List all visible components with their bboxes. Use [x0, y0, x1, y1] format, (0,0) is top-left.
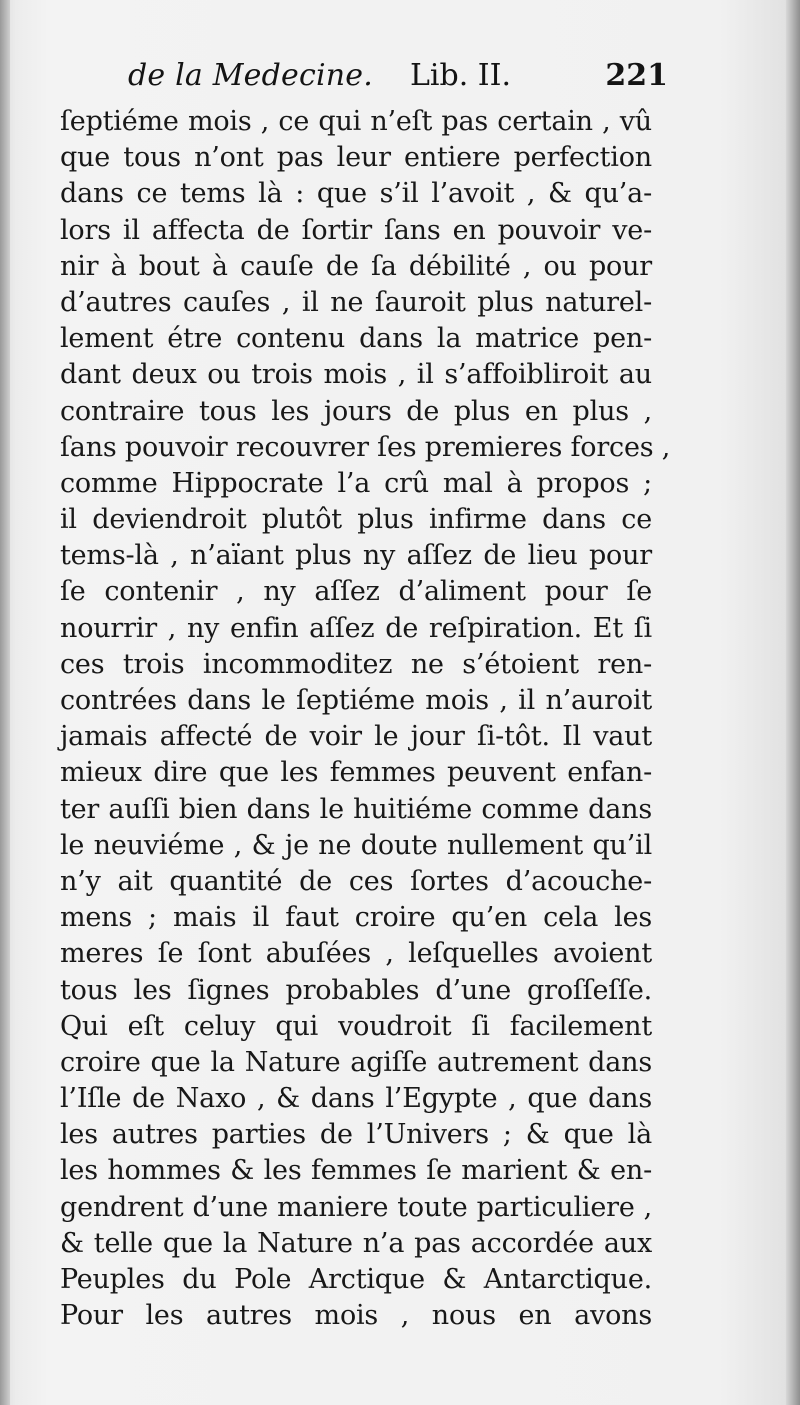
- text-line: les hommes & les femmes ſe marient & en-: [60, 1155, 652, 1187]
- text-line: tous les ſignes probables d’une groſſeſſe.: [60, 974, 652, 1006]
- text-line: il deviendroit plutôt plus infirme dans ce: [60, 504, 652, 536]
- text-line: lors il affecta de ſortir ſans en pouvoir ve-: [60, 214, 652, 246]
- text-line: mens ; mais il faut croire qu’en cela les: [60, 902, 652, 934]
- text-line: ter auſſi bien dans le huitiéme comme dans: [60, 793, 652, 825]
- text-line: n’y ait quantité de ces ſortes d’acouche-: [60, 865, 652, 897]
- text-line: jamais affecté de voir le jour ſi-tôt. Il vaut: [60, 721, 652, 753]
- text-line: ſeptiéme mois , ce qui n’eſt pas certain , vû: [60, 106, 652, 137]
- text-line: tems-là , n’aïant plus ny aſſez de lieu pour: [60, 540, 652, 572]
- text-line: & telle que la Nature n’a pas accordée aux: [60, 1227, 652, 1259]
- text-line: ces trois incommoditez ne s’étoient ren-: [60, 648, 652, 680]
- text-line: Qui eſt celuy qui voudroit ſi facilement: [60, 1010, 652, 1042]
- text-line: nir à bout à cauſe de ſa débilité , ou pour: [60, 250, 652, 282]
- text-line: croire que la Nature agiſſe autrement dans: [60, 1046, 652, 1078]
- text-line: Peuples du Pole Arctique & Antarctique.: [60, 1264, 652, 1295]
- text-line: ſans pouvoir recouvrer ſes premieres forces ,: [60, 431, 671, 463]
- text-line: l’Iſle de Naxo , & dans l’Egypte , que dans: [60, 1083, 652, 1115]
- text-line: comme Hippocrate l’a crû mal à propos ;: [60, 467, 652, 499]
- running-title: de la Medecine.: [128, 58, 373, 93]
- text-line: les autres parties de l’Univers ; & que là: [60, 1119, 652, 1151]
- page-header: [128, 58, 668, 102]
- text-line: meres ſe ſont abuſées , leſquelles avoient: [60, 938, 652, 970]
- text-line: gendrent d’une maniere toute particuliere ,: [60, 1191, 652, 1223]
- text-line: nourrir , ny enfin aſſez de reſpiration. Et ſi: [60, 612, 652, 644]
- page-left-edge: [0, 0, 10, 1405]
- text-line: ſe contenir , ny aſſez d’aliment pour ſe: [60, 576, 652, 608]
- page-right-edge: [786, 0, 800, 1405]
- text-line: Pour les autres mois , nous en avons: [60, 1300, 652, 1332]
- page-number: 221: [605, 58, 668, 93]
- body-text: [60, 104, 671, 1334]
- text-line: dans ce tems là : que s’il l’avoit , & qu’a-: [60, 178, 652, 210]
- text-line: lement étre contenu dans la matrice pen-: [60, 323, 652, 355]
- book-reference: Lib. II.: [410, 58, 512, 93]
- text-line: dant deux ou trois mois , il s’affoibliroit au: [60, 359, 652, 391]
- text-line: que tous n’ont pas leur entiere perfection: [60, 142, 652, 174]
- text-line: le neuviéme , & je ne doute nullement qu’il: [60, 829, 652, 861]
- text-line: contraire tous les jours de plus en plus ,: [60, 395, 652, 427]
- text-line: d’autres cauſes , il ne ſauroit plus naturel-: [60, 286, 652, 318]
- text-line: contrées dans le ſeptiéme mois , il n’auroit: [60, 685, 652, 716]
- text-line: mieux dire que les femmes peuvent enfan-: [60, 757, 652, 789]
